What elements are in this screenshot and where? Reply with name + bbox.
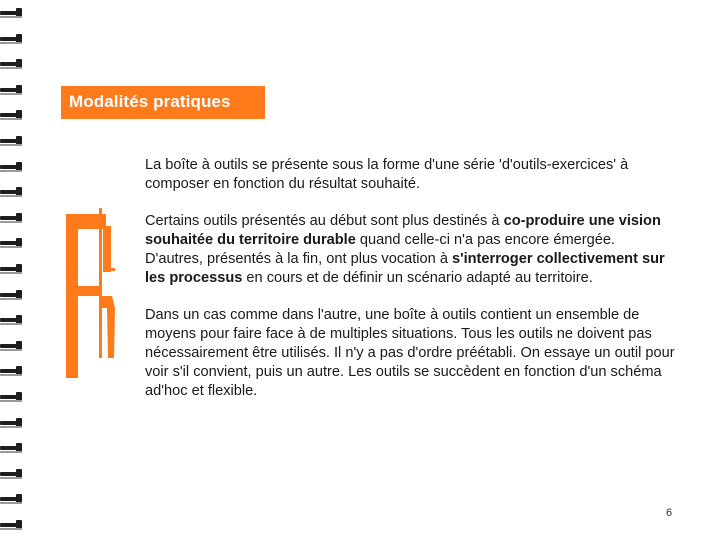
binding-ring xyxy=(0,213,24,223)
section-title: Modalités pratiques xyxy=(69,92,231,111)
binding-ring xyxy=(0,315,24,325)
spiral-binding xyxy=(0,0,30,540)
binding-ring xyxy=(0,59,24,69)
binding-ring xyxy=(0,341,24,351)
binding-ring xyxy=(0,34,24,44)
paragraph xyxy=(145,156,675,194)
binding-ring xyxy=(0,418,24,428)
text-segment: en cours et de définir un scénario adapté au territoire. xyxy=(242,270,593,286)
binding-ring xyxy=(0,85,24,95)
text-segment: quand celle-ci n'a pas encore émergée. D'autres, présentés à la fin, ont plus vocation à xyxy=(145,232,615,267)
bold-text: s'interroger collectivement sur les processus xyxy=(145,251,665,286)
page-number: 6 xyxy=(666,507,673,519)
binding-ring xyxy=(0,238,24,248)
binding-ring xyxy=(0,392,24,402)
paragraph xyxy=(145,306,675,401)
binding-ring xyxy=(0,187,24,197)
binding-ring xyxy=(0,443,24,453)
binding-ring xyxy=(0,494,24,504)
binding-ring xyxy=(0,8,24,18)
binding-ring xyxy=(0,162,24,172)
binding-ring xyxy=(0,290,24,300)
body-text xyxy=(145,156,675,419)
binding-ring xyxy=(0,264,24,274)
paragraph xyxy=(145,212,675,288)
bold-text: co-produire une vision souhaitée du territoire durable xyxy=(145,213,661,248)
binding-ring xyxy=(0,136,24,146)
binding-ring xyxy=(0,366,24,376)
binding-ring xyxy=(0,469,24,479)
text-segment: Certains outils présentés au début sont plus destinés à xyxy=(145,213,504,229)
text-segment: Dans un cas comme dans l'autre, une boîte à outils contient un ensemble de moyens pour faire face à de multiples situations. Tous les outils ne doivent pas nécessairement être utilisés. Il n'y a pas d'ordre préétabli. On essaye un outil pour voir s'il convient, puis un autre. Les outils se succèdent en fonction d'un schéma ad'hoc et flexible. xyxy=(145,307,675,399)
text-segment: La boîte à outils se présente sous la forme d'une série 'd'outils-exercices' à composer en fonction du résultat souhaité. xyxy=(145,157,629,192)
binding-ring xyxy=(0,520,24,530)
section-title-box xyxy=(61,86,265,119)
binding-ring xyxy=(0,110,24,120)
clamp-tool-icon xyxy=(58,208,130,384)
